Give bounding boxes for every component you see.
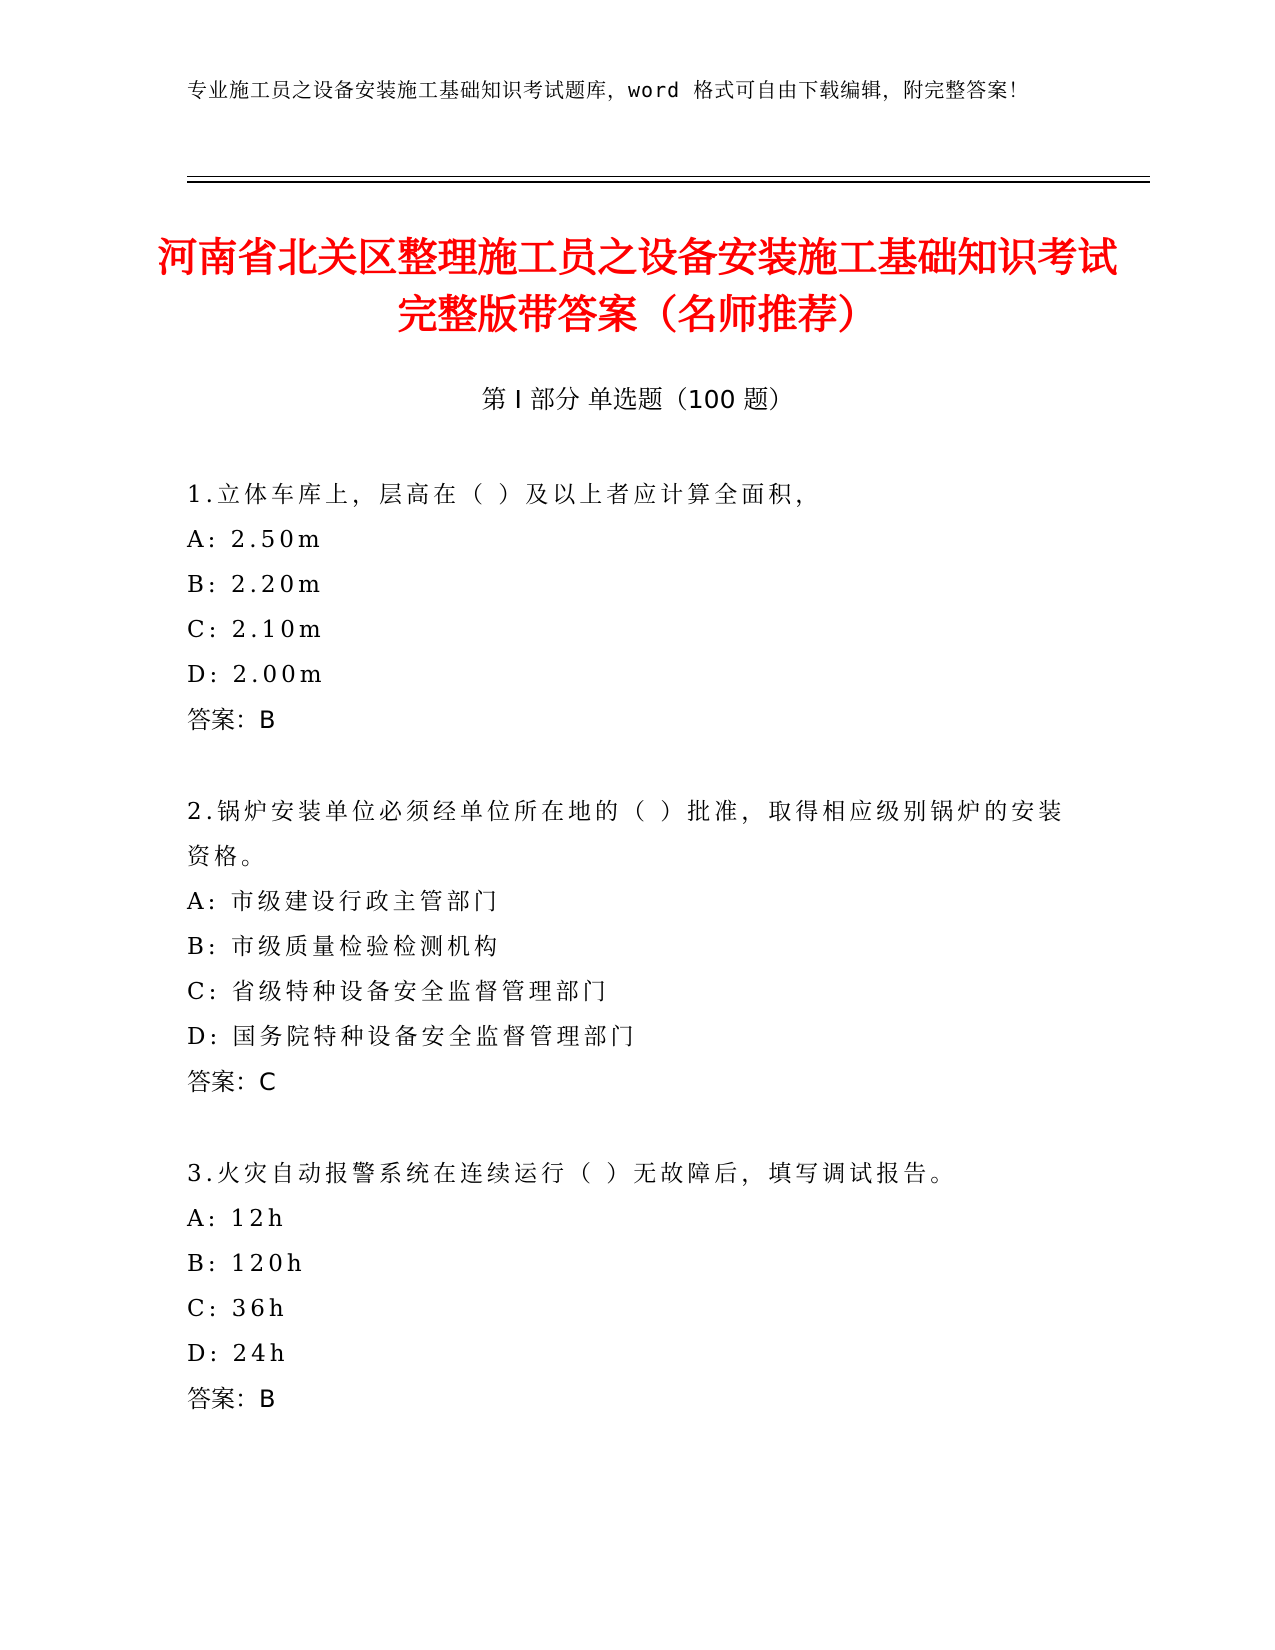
option-d: D: 2.00m [187,662,326,688]
answer-line: 答案：C [187,1068,276,1096]
header-divider-thick [187,181,1150,183]
question-1 [187,473,1087,743]
question-3 [187,1152,1087,1422]
option-c: C: 2.10m [187,617,325,643]
option-a: A: 12h [187,1206,287,1232]
option-b: B: 市级质量检验检测机构 [187,934,501,960]
question-stem: 2.锅炉安装单位必须经单位所在地的（ ）批准，取得相应级别锅炉的安装资格。 [187,799,1066,870]
option-d: D: 24h [187,1341,289,1367]
question-stem: 3.火灾自动报警系统在连续运行（ ）无故障后，填写调试报告。 [187,1161,958,1187]
document-title: 河南省北关区整理施工员之设备安装施工基础知识考试完整版带答案（名师推荐） [157,235,1118,338]
question-2 [187,790,1087,1105]
section-title: 第 I 部分 单选题（100 题） [481,385,794,414]
question-stem: 1.立体车库上，层高在（ ）及以上者应计算全面积， [187,482,823,508]
intro-text: 专业施工员之设备安装施工基础知识考试题库，word 格式可自由下载编辑，附完整答案！ [187,78,1030,102]
option-a: A: 2.50m [187,527,324,553]
answer-line: 答案：B [187,706,276,734]
answer-line: 答案：B [187,1385,276,1413]
option-d: D: 国务院特种设备安全监督管理部门 [187,1024,638,1050]
header-divider-thin [187,176,1150,177]
option-c: C: 36h [187,1296,288,1322]
option-b: B: 2.20m [187,572,324,598]
option-a: A: 市级建设行政主管部门 [187,889,501,915]
option-c: C: 省级特种设备安全监督管理部门 [187,979,610,1005]
option-b: B: 120h [187,1251,306,1277]
